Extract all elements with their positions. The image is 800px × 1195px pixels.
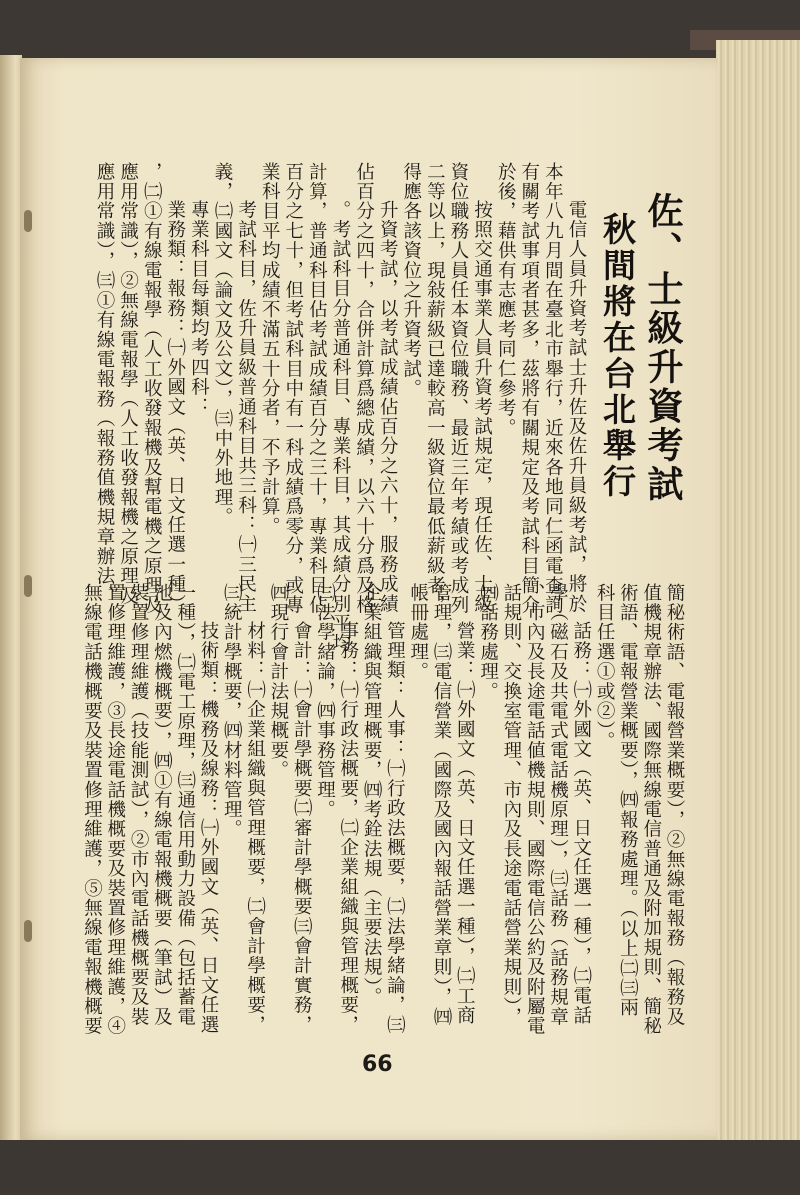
text-column: 升資考試，以考試成績佔百分之六十，服務成績 — [377, 200, 399, 614]
text-column: 管理類：人事：㈠行政法概要，㈡法學緒論，㈢ — [384, 621, 406, 1035]
text-column: 義，㈡國文（論文及公文），㈢中外地理。 — [212, 162, 233, 528]
text-column: 話規則、交換室管理、市內及長途電話營業規則）， — [500, 583, 522, 1027]
text-column: 學（磁石及共電式電話機原理），㈢話務（話務規章 — [547, 583, 569, 1027]
text-column: 材料：㈠企業組織與管理概要，㈡會計學概要， — [244, 621, 266, 1035]
text-column: 話務：㈠外國文（英、日文任選一種），㈡電話 — [570, 621, 592, 1026]
text-column: 應用常識），㈢①有線電報務（報務值機規章辦法、 — [94, 162, 115, 606]
book-cover-top — [0, 0, 800, 58]
page-number: 66 — [362, 1052, 393, 1077]
text-column: ㈢統計學概要，㈣材料管理。 — [221, 583, 243, 840]
text-column: 科目任選①或②）。 — [594, 583, 616, 752]
binding-hole — [24, 210, 32, 232]
text-column: 管理，㈢電信營業（國際及國內報話營業章則），㈣ — [431, 583, 452, 1027]
text-column: 電信人員升資考試士升佐及佐升員級考試，將於 — [566, 200, 587, 614]
text-column: 得應各該資位之升資考試。 — [400, 162, 422, 399]
text-column: 有關考試事項者甚多，茲將有關規定及考試科目簡介 — [518, 162, 540, 616]
text-column: 值機規章辦法、國際無線電信普通及附加規則、簡秘 — [640, 583, 662, 1037]
text-column: 技術類：機務及線務：㈠外國文（英、日文任選 — [198, 621, 219, 1035]
text-column: 。考試科目分普通科目、專業科目，其成績分別平均 — [330, 200, 351, 654]
text-column: 帳冊處理。 — [407, 583, 429, 682]
article-title-line2: 秋間將在台北舉行 — [598, 212, 637, 500]
binding-hole — [24, 575, 32, 597]
text-column: ㈣話務處理。 — [477, 583, 499, 702]
text-column: 無線電話機概要及裝置修理維護，⑤無線電報機概要 — [81, 583, 103, 1037]
text-column: 百分之七十，但考試科目中有一科成績爲零分，或專 — [282, 162, 304, 616]
text-column: 營業：㈠外國文（英、日文任選一種），㈡工商 — [454, 621, 476, 1026]
left-page-edge — [0, 55, 22, 1140]
text-column: 池及內燃機概要），㈣①有線電報機概要（筆試）及 — [151, 583, 173, 1027]
text-column: 事務：㈠行政法概要，㈡企業組織與管理概要， — [337, 621, 359, 1035]
text-column: 佔百分之四十，合併計算爲總成績，以六十分爲及格 — [353, 162, 375, 616]
text-column: 企業組織與管理概要，㈣考銓法規（主要法規）。 — [361, 583, 383, 1008]
text-column: 置修理維護，③長途電話機概要及裝置修理維護，④ — [104, 583, 126, 1037]
page-stack-edge — [716, 40, 800, 1140]
text-column: 本年八九月間在臺北市舉行，近來各地同仁函電查詢 — [542, 162, 564, 616]
binding-hole — [24, 920, 32, 942]
text-column: ，㈡①有線電報學（人工收發報機及幫電機之原理及 — [141, 162, 163, 616]
text-column: 考試科目，佐升員級普通科目共三科：㈠三民主 — [235, 200, 257, 614]
text-column: 業科目平均成績不滿五十分者，不予計算。 — [259, 162, 281, 537]
book-cover-bottom — [0, 1140, 800, 1195]
text-column: 會計：㈠會計學概要㈡審計學概要㈢會計實務， — [291, 621, 313, 1035]
text-column: 應用常識），②無線電報學（人工收發報機之原理及 — [117, 162, 139, 606]
text-column: 計算，普通科目佔考試成績百分之三十，專業科目佔 — [306, 162, 328, 616]
text-column: ㈢法學緒論，㈣事務管理。 — [314, 583, 336, 820]
text-column: 術語、電報營業概要），㈣報務處理。（以上㈡㈢兩 — [617, 583, 639, 1018]
text-column: 簡秘術語、電報營業概要），②無線電報務（報務及 — [664, 583, 685, 1027]
text-column: 資位職務人員任本資位職務、最近三年考績或考成列 — [448, 162, 469, 616]
text-column: 、市內及長途電話値機規則、國際電信公約及附屬電 — [524, 583, 546, 1037]
text-column: 按照交通事業人員升資考試規定，現任佐、士級 — [471, 200, 493, 614]
text-column: 一種），㈡電工原理，㈢通信用動力設備（包括蓄電 — [174, 583, 196, 1027]
text-column: 裝置修理維護（技能測試），②市內電話機概要及裝 — [128, 583, 150, 1027]
text-column: 專業科目每類均考四科： — [188, 200, 210, 417]
text-column: 於後，藉供有志應考同仁參考。 — [495, 162, 517, 438]
text-column: 業務類：報務：㈠外國文（英、日文任選一種） — [164, 200, 186, 614]
article-title: 佐、士級升資考試 — [642, 192, 683, 504]
text-column: 二等以上，現敍薪級已達較高一級資位最低薪級者， — [424, 162, 446, 616]
text-column: ㈣現行會計法規概要。 — [267, 583, 289, 780]
